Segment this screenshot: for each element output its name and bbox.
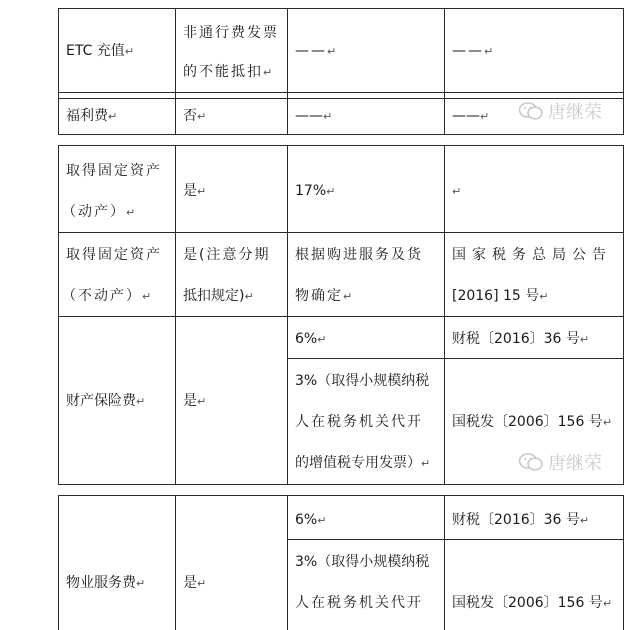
cell-deductible: 是↵ [183, 575, 207, 591]
cell-item: 取得固定资产 [66, 163, 162, 179]
cell-rate: 人在税务机关代开 [295, 595, 423, 611]
wechat-logo-icon [518, 101, 544, 121]
table-rule [175, 145, 176, 485]
cell-deductible: 的不能抵扣↵ [183, 64, 273, 80]
cell-basis: 国税发〔2006〕156 号↵ [452, 595, 613, 611]
table-rule [58, 484, 624, 485]
table-rule [287, 495, 288, 630]
cell-rate: 3%（取得小规模纳税 [295, 373, 430, 389]
cell-rate: ——↵ [295, 43, 337, 59]
cell-rate: 6%↵ [295, 331, 327, 347]
table-rule [623, 8, 624, 135]
table-rule [444, 145, 445, 485]
cell-rate: 17%↵ [295, 183, 336, 199]
cell-rate: ——↵ [295, 108, 333, 124]
cell-item: 福利费↵ [66, 108, 118, 124]
table-rule [175, 495, 176, 630]
table-rule [58, 316, 624, 317]
cell-basis: ↵ [452, 185, 462, 198]
cell-deductible: 是↵ [183, 393, 207, 409]
table-rule [58, 495, 59, 630]
table-rule [287, 358, 624, 359]
cell-item: 取得固定资产 [66, 247, 162, 263]
table-rule [444, 495, 445, 630]
cell-basis: [2016] 15 号↵ [452, 288, 549, 304]
watermark: 唐继荣 [518, 98, 602, 124]
cell-rate: 人在税务机关代开 [295, 414, 423, 430]
cell-rate: 的增值税专用发票）↵ [295, 455, 431, 471]
cell-item: ETC 充值↵ [66, 43, 135, 59]
cell-basis: 国税发〔2006〕156 号↵ [452, 414, 613, 430]
cell-rate: 6%↵ [295, 512, 327, 528]
cell-deductible: 否↵ [183, 108, 207, 124]
table-rule [58, 145, 59, 485]
table-rule [58, 92, 624, 93]
cell-deductible: 是↵ [183, 183, 207, 199]
cell-rate: 根据购进服务及货 [295, 247, 423, 263]
table-rule [58, 145, 624, 146]
table-rule [444, 8, 445, 135]
cell-item: 财产保险费↵ [66, 393, 146, 409]
cell-item: （不动产）↵ [62, 288, 152, 304]
cell-item: 物业服务费↵ [66, 575, 146, 591]
table-rule [58, 495, 624, 496]
cell-item: （动产）↵ [62, 204, 136, 220]
wechat-logo-icon [518, 452, 544, 472]
cell-deductible: 是(注意分期 [183, 247, 271, 263]
table-rule [623, 145, 624, 485]
watermark: 唐继荣 [518, 449, 602, 475]
table-rule [623, 495, 624, 630]
table-rule [287, 539, 624, 540]
cell-rate: 物确定↵ [295, 288, 353, 304]
cell-basis: ——↵ [452, 43, 494, 59]
table-rule [175, 8, 176, 135]
table-rule [58, 8, 624, 9]
cell-basis: 财税〔2016〕36 号↵ [452, 512, 590, 528]
cell-basis: 财税〔2016〕36 号↵ [452, 331, 590, 347]
cell-basis: ——↵ [452, 108, 490, 124]
table-rule [287, 8, 288, 135]
table-rule [287, 145, 288, 485]
cell-rate: 3%（取得小规模纳税 [295, 554, 430, 570]
cell-basis: 国家税务总局公告 [452, 247, 612, 263]
cell-deductible: 抵扣规定)↵ [183, 288, 254, 304]
table-rule [58, 8, 59, 135]
cell-deductible: 非通行费发票 [183, 25, 279, 41]
table-rule [58, 134, 624, 135]
table-rule [58, 232, 624, 233]
